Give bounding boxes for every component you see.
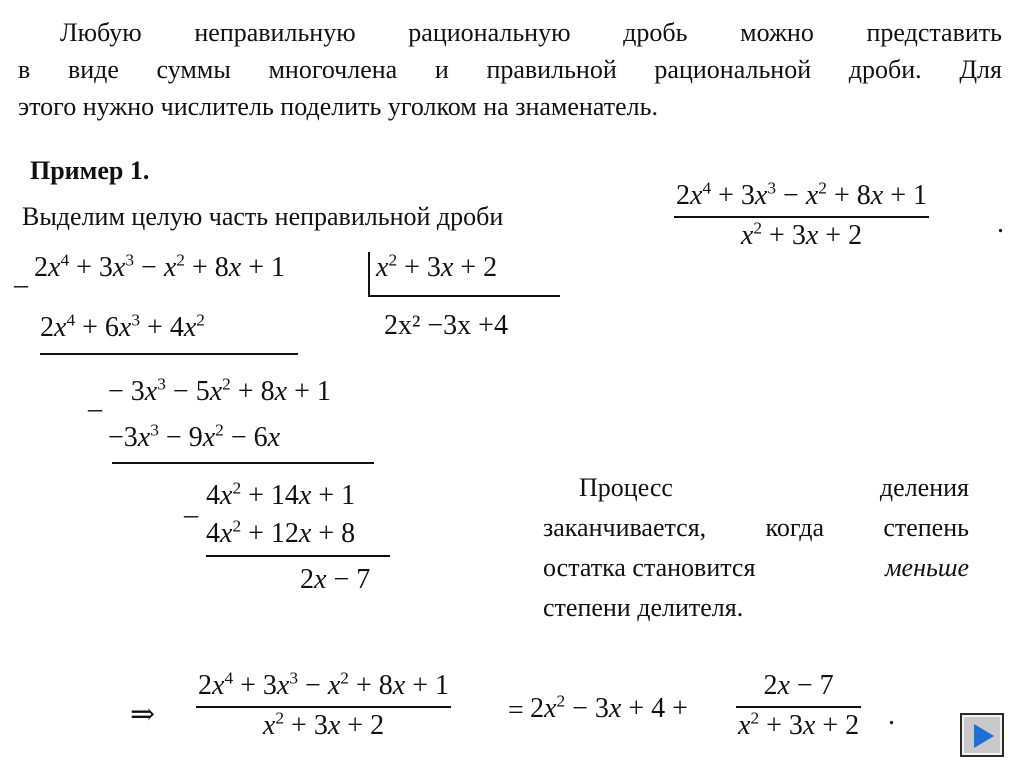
intro-line-2: в виде суммы многочлена и правильной рациональной дроби. Для xyxy=(18,55,1002,84)
underline-1 xyxy=(40,353,298,355)
subtrahend-2: $-3x^3 - 9x^2 - 6x$ xyxy=(108,420,281,453)
subtrahend-3: $4x^2 + 12x + 8$ xyxy=(206,516,356,549)
example-title: Пример 1. xyxy=(30,156,150,185)
next-slide-button[interactable] xyxy=(960,713,1004,757)
result-left-numerator: $2x^4 + 3x^3 - x^2 + 8x + 1$ xyxy=(198,668,449,701)
note-emphasis: меньше xyxy=(884,553,969,582)
intro-paragraph xyxy=(18,14,1002,125)
division-minus-2: _ xyxy=(88,384,102,415)
note-line-3-start: остатка становится xyxy=(543,553,756,582)
result-period: . xyxy=(888,700,895,731)
note-line-2: заканчивается, когда степень xyxy=(543,513,969,542)
note-word-process: Процесс xyxy=(579,473,673,502)
implies-arrow-icon: ⇒ xyxy=(130,698,156,731)
play-triangle-icon xyxy=(974,724,994,748)
result-right-denominator: $x^2 + 3x + 2$ xyxy=(738,708,860,741)
underline-3 xyxy=(206,555,390,557)
result-polynomial: $2x^2 - 3x + 4$ + xyxy=(530,691,688,724)
process-note xyxy=(543,468,969,628)
intro-line-1: Любую неправильную рациональную дробь можно представить xyxy=(60,18,1002,47)
division-minus-3: _ xyxy=(184,490,198,521)
note-line-1 xyxy=(543,468,969,508)
note-line-4: степени делителя. xyxy=(543,593,744,622)
result-left-bar xyxy=(196,706,451,708)
remainder-1: − $3x^3 - 5x^2 + 8x + 1$ xyxy=(108,374,331,407)
final-remainder: 2x − 7 xyxy=(300,564,371,595)
result-fraction-left xyxy=(196,670,451,742)
result-right-numerator: 2x − 7 xyxy=(763,670,834,701)
subtrahend-1: $2x^4 + 6x^3 + 4x^2$ xyxy=(40,310,205,343)
result-fraction-right xyxy=(736,670,861,742)
task-fraction-bar xyxy=(674,216,929,218)
task-period: . xyxy=(997,208,1004,239)
dividend: $2x^4 + 3x^3 - x^2 + 8x + 1$ xyxy=(34,250,285,283)
divisor: $x^2 + 3x + 2$ xyxy=(376,250,498,283)
result-equals: = xyxy=(508,695,524,726)
task-fraction-numerator: $2x^4 + 3x^3 - x^2 + 8x + 1$ xyxy=(676,178,927,211)
division-minus-1: _ xyxy=(14,260,28,291)
result-left-denominator: $x^2 + 3x + 2$ xyxy=(262,708,385,741)
underline-2 xyxy=(112,462,374,464)
quotient: 2x² −3x +4 xyxy=(384,310,508,341)
division-corner-horizontal xyxy=(368,295,560,297)
intro-line-3: этого нужно числитель поделить уголком на знаменатель. xyxy=(18,92,658,121)
remainder-2: $4x^2 + 14x + 1$ xyxy=(206,478,356,511)
note-line-3 xyxy=(543,548,969,588)
example-task: Выделим целую часть неправильной дроби xyxy=(22,202,504,231)
note-word-division: деления xyxy=(879,473,969,502)
task-fraction xyxy=(674,180,929,252)
division-corner-vertical xyxy=(368,252,370,296)
task-fraction-denominator: $x^2 + 3x + 2$ xyxy=(740,218,863,251)
